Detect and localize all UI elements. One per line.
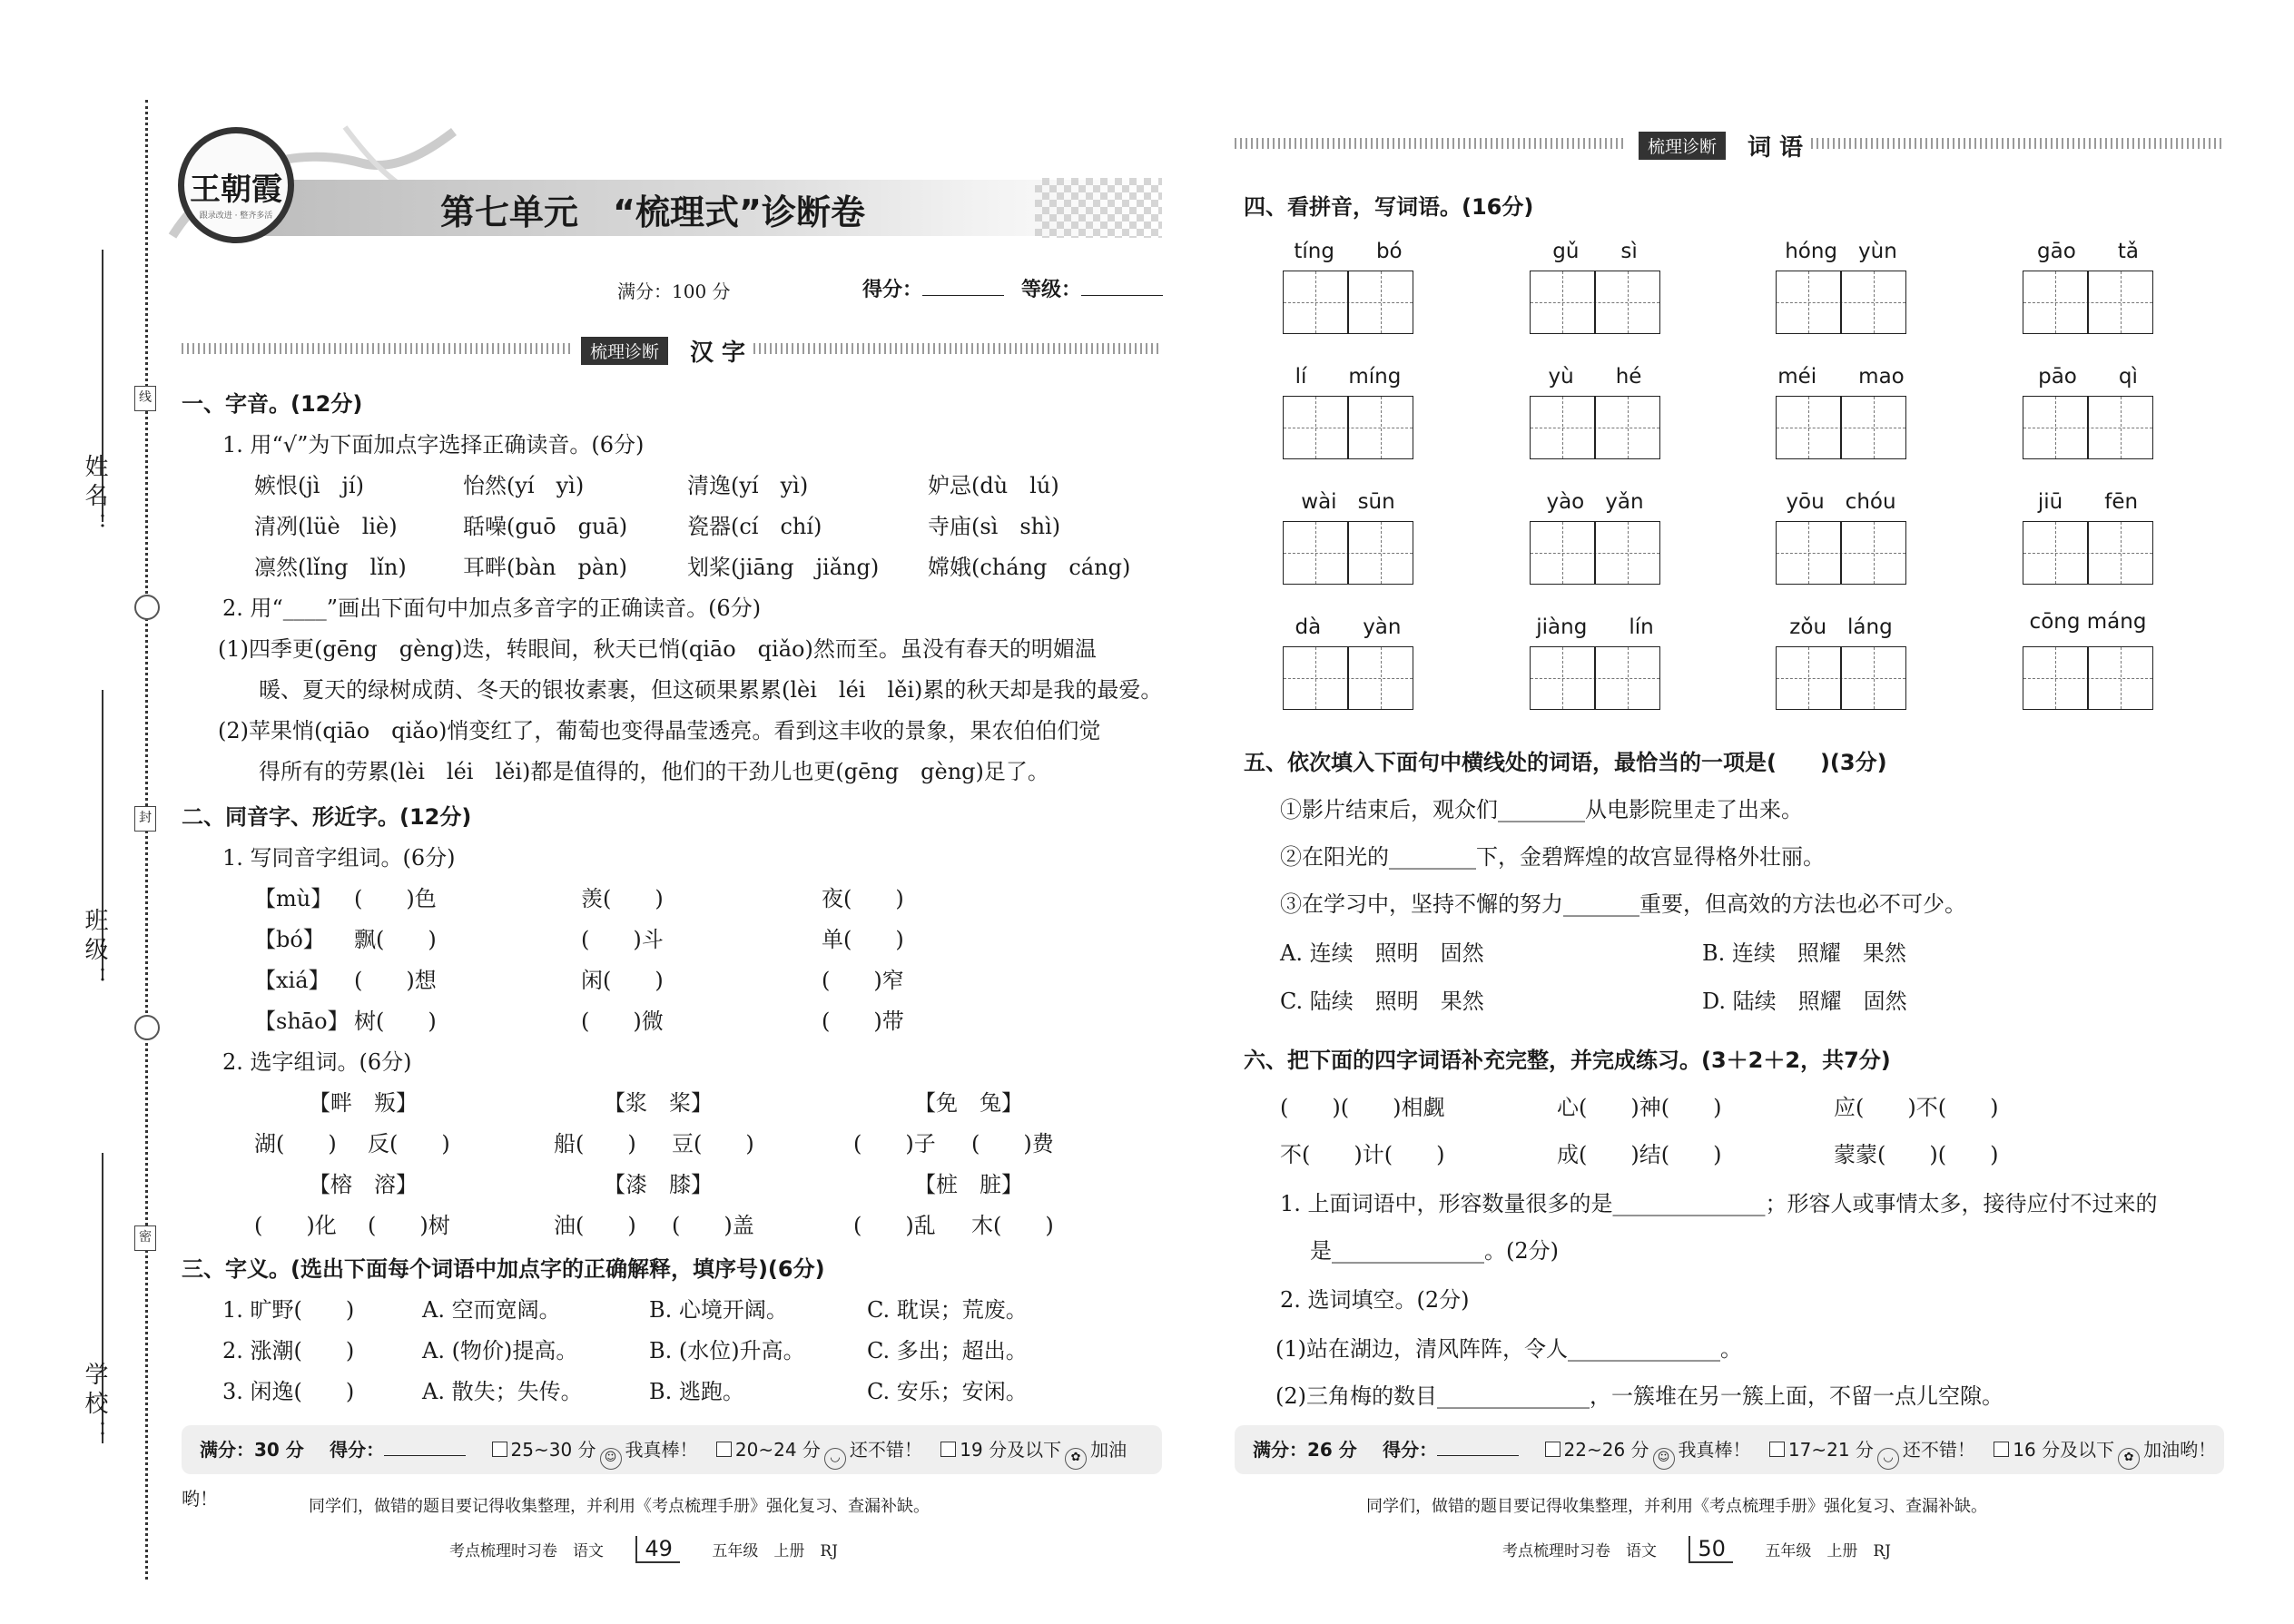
pinyin: yù hé [1548,365,1642,389]
writing-box[interactable] [1283,396,1413,459]
q2-blank[interactable]: 反( ) [368,1131,450,1156]
q1-item: 寺庙(sì shì) [928,514,1061,539]
score-option-range: 20~24 分 [734,1439,821,1461]
writing-box[interactable] [2023,646,2153,710]
school-label: 学校： [81,1362,108,1449]
review-note-right: 同学们，做错的题目要记得收集整理，并利用《考点梳理手册》强化复习、查漏补缺。 [1366,1497,1987,1516]
q1-sub1: 1. 用“√”为下面加点字选择正确读音。(6分) [222,432,645,458]
q6-idiom[interactable]: 应( )不( ) [1834,1095,1999,1120]
footer-left [449,1536,838,1563]
pinyin: dà yàn [1295,615,1402,639]
q6-exercise: 1. 上面词语中，形容数量很多的是______________；形容人或事情太多，接待应付不过来的 [1280,1191,2158,1216]
q2-group: 【桩 脏】 [914,1172,1023,1197]
q2-blank[interactable]: ( )乱 [853,1213,936,1238]
writing-box[interactable] [1283,521,1413,585]
footer-grade: 五年级 上册 RJ [1765,1542,1891,1560]
q5-option-b[interactable]: B. 连续 照耀 果然 [1702,940,1906,966]
q3-option: A. 散失；失传。 [422,1379,583,1404]
q1-item: 妒忌(dù lú) [928,473,1059,498]
pinyin: jiàng lín [1536,615,1654,639]
q2-blank[interactable]: 豆( ) [672,1131,754,1156]
score-option-1[interactable] [1545,1439,1751,1464]
page-title: 第七单元 “梳理式”诊断卷 [440,192,865,232]
q1-para2b: 得所有的劳累(lèi léi lěi)都是值得的，他们的干劲儿也更(gēng gèng)足了。 [259,759,1049,784]
q2-blank[interactable]: ( )想 [354,968,437,993]
score-option-2[interactable] [716,1439,922,1464]
score-option-1[interactable] [492,1439,698,1464]
q2-blank[interactable]: ( )树 [368,1213,450,1238]
q6-idiom[interactable]: 成( )结( ) [1557,1142,1722,1167]
q5-option-d[interactable]: D. 陆续 照耀 固然 [1702,989,1907,1014]
smiley-icon: ☺ [600,1448,622,1470]
checkbox[interactable] [716,1442,732,1457]
score-bar-score-label: 得分： [1383,1439,1438,1461]
q6-exercise: (2)三角梅的数目______________，一簇堆在另一簇上面，不留一点儿空隙。 [1275,1383,2004,1409]
q1-para1b: 暖、夏天的绿树成荫、冬天的银妆素裹，但这硕果累累(lèi léi lěi)累的秋天却是我的最爱。 [259,677,1163,703]
q2-group: 【漆 膝】 [604,1172,713,1197]
checkbox[interactable] [940,1442,956,1457]
score-option-range: 17~21 分 [1787,1439,1874,1461]
q6-exercise: 2. 选词填空。(2分) [1280,1287,1470,1313]
q1-para2a: (2)苹果悄(qiāo qiǎo)悄变红了，葡萄也变得晶莹透亮。看到这丰收的景象，果农伯伯们觉 [218,718,1101,743]
q1-item: 嫦娥(cháng cáng) [928,555,1131,580]
q3-option: B. 逃跑。 [649,1379,744,1404]
review-note-left: 同学们，做错的题目要记得收集整理，并利用《考点梳理手册》强化复习、查漏补缺。 [309,1497,930,1516]
q2-blank[interactable]: ( )盖 [672,1213,754,1238]
q1-item: 瓷器(cí chí) [687,514,822,539]
q1-item: 嫉恨(jì jí) [254,473,364,498]
writing-box[interactable] [1776,396,1906,459]
q6-idiom[interactable]: 心( )神( ) [1557,1095,1722,1120]
q5-sentence: ①影片结束后，观众们________从电影院里走了出来。 [1280,797,1803,822]
q5-title: 五、依次填入下面句中横线处的词语，最恰当的一项是( )(3分) [1244,750,1887,775]
pinyin: cōng máng [2029,610,2147,634]
q5-option-c[interactable]: C. 陆续 照明 果然 [1280,989,1484,1014]
q3-option: C. 多出；超出。 [867,1338,1028,1363]
section-tag: 梳理诊断 [1639,132,1726,160]
pinyin: gāo tǎ [2037,240,2139,263]
q6-exercise: (1)站在湖边，清风阵阵，令人______________。 [1275,1336,1742,1362]
smiley-icon: ◡ [824,1448,846,1470]
q6-title: 六、把下面的四字词语补充完整，并完成练习。(3＋2＋2，共7分) [1244,1048,1891,1073]
q2-blank[interactable]: ( )费 [971,1131,1054,1156]
q6-exercise: 是______________。(2分) [1310,1238,1559,1264]
score-bar-full: 满分：26 分 [1253,1439,1357,1461]
pinyin: zǒu láng [1789,615,1893,639]
q6-idiom[interactable]: 不( )计( ) [1280,1142,1445,1167]
score-option-3[interactable] [1994,1439,2217,1464]
q3-option: B. 心境开阔。 [649,1297,788,1323]
q2-group: 【畔 叛】 [309,1090,418,1116]
footer-book: 考点梳理时习卷 语文 [449,1542,604,1560]
score-option-range: 22~26 分 [1563,1439,1649,1461]
q2-blank[interactable]: ( )带 [822,1009,904,1034]
pinyin: hóng yùn [1785,240,1897,263]
full-marks: 满分：100 分 [617,281,731,302]
score-bar-score-blank[interactable] [384,1455,466,1456]
grade-field[interactable] [1021,274,1163,302]
pinyin: wài sūn [1301,490,1395,514]
q1-item: 划桨(jiāng jiǎng) [687,555,880,580]
pinyin: lí míng [1295,365,1402,389]
logo-sub: 跟录改进 · 整齐多活 [199,212,273,221]
q2-blank[interactable]: ( )斗 [581,927,664,952]
score-bar-score-blank[interactable] [1437,1455,1519,1456]
score-field[interactable] [862,274,1004,302]
q2-blank[interactable]: 单( ) [822,927,904,952]
q1-item: 聒噪(guō guā) [463,514,628,539]
section-rule [753,343,1162,354]
pinyin: méi mao [1777,365,1905,389]
score-option-range: 25~30 分 [510,1439,596,1461]
checkbox[interactable] [1994,1442,2009,1457]
binding-tab-feng: 封 [134,806,156,832]
q2-group: 【免 兔】 [914,1090,1023,1116]
q2-group: 【浆 桨】 [604,1090,713,1116]
checkbox[interactable] [492,1442,507,1457]
writing-box[interactable] [2023,271,2153,334]
checkbox[interactable] [1769,1442,1785,1457]
q6-idiom[interactable]: 蒙蒙( )( ) [1834,1142,1999,1167]
smiley-icon: ◡ [1877,1448,1899,1470]
q2-title: 二、同音字、形近字。(12分) [182,804,472,830]
q2-blank[interactable]: ( )化 [254,1213,337,1238]
score-option-text: 我真棒！ [1678,1439,1751,1461]
q2-group: 【榕 溶】 [309,1172,418,1197]
q2-blank[interactable]: ( )子 [853,1131,936,1156]
q3-option: C. 安乐；安闲。 [867,1379,1028,1404]
section-title-hanzi: 汉 字 [690,340,746,367]
score-option-range: 16 分及以下 [2013,1439,2115,1461]
writing-box[interactable] [2023,521,2153,585]
q1-title: 一、字音。(12分) [182,391,363,417]
footer-book: 考点梳理时习卷 语文 [1502,1542,1657,1560]
footer-grade: 五年级 上册 RJ [712,1542,838,1560]
q1-item: 耳畔(bàn pàn) [463,555,627,580]
section-rule [182,343,572,354]
writing-box[interactable] [1530,396,1660,459]
score-bar-score-label: 得分： [330,1439,385,1461]
writing-box[interactable] [1530,646,1660,710]
q2-blank[interactable]: ( )窄 [822,968,904,993]
checkbox[interactable] [1545,1442,1561,1457]
score-option-text: 还不错！ [1902,1439,1975,1461]
cheer-icon: ✿ [1065,1448,1087,1470]
section-rule [1235,138,1625,149]
score-option-text: 加油哟！ [182,1439,1127,1510]
q3-option: C. 耽误；荒废。 [867,1297,1028,1323]
pinyin: gǔ sì [1552,240,1638,263]
q2-blank[interactable]: ( )微 [581,1009,664,1034]
score-option-2[interactable] [1769,1439,1975,1464]
footer-right [1502,1536,1891,1563]
page-number: 50 [1689,1536,1733,1563]
writing-box[interactable] [1776,521,1906,585]
q2-blank[interactable]: 闲( ) [581,968,664,993]
grade-label: 等级： [1021,279,1082,301]
section-title-ciyu: 词 语 [1748,134,1804,162]
writing-box[interactable] [1530,521,1660,585]
score-option-text: 我真棒！ [625,1439,698,1461]
score-bar-full: 满分：30 分 [200,1439,304,1461]
binding-hole-icon [134,1015,160,1040]
q2-key: 【mù】 [254,886,333,911]
writing-box[interactable] [1776,271,1906,334]
q5-sentence: ②在阳光的________下，金碧辉煌的故宫显得格外壮丽。 [1280,844,1825,870]
writing-box[interactable] [1776,646,1906,710]
q2-blank[interactable]: 油( ) [554,1213,636,1238]
q3-option: B. (水位)升高。 [649,1338,805,1363]
writing-box[interactable] [1283,646,1413,710]
page-number: 49 [635,1536,680,1563]
pinyin: yōu chóu [1786,490,1896,514]
score-bar-right [1235,1425,2224,1474]
q6-idiom[interactable]: ( )( )相觑 [1280,1095,1445,1120]
score-option-text: 还不错！ [849,1439,922,1461]
binding-dotted-line [145,100,148,1580]
q2-blank[interactable]: 夜( ) [822,886,904,911]
section-tag: 梳理诊断 [581,337,668,365]
q1-item: 怡然(yí yì) [463,473,585,498]
q2-blank[interactable]: 飘( ) [354,927,437,952]
pinyin: jiū fēn [2037,490,2139,514]
q5-option-a[interactable]: A. 连续 照明 固然 [1280,940,1484,966]
section-rule [1811,138,2224,149]
logo-name: 王朝霞 [190,172,282,208]
q1-sub2: 2. 用“____”画出下面句中加点多音字的正确读音。(6分) [222,595,762,621]
brand-logo [178,127,294,243]
q2-key: 【bó】 [254,927,325,952]
name-label: 姓名： [81,454,108,541]
pinyin: pāo qì [2038,365,2138,389]
q1-item: 清冽(lüè liè) [254,514,398,539]
binding-hole-icon [134,595,160,620]
q1-para1a: (1)四季更(gēng gèng)迭，转眼间，秋天已悄(qiāo qiǎo)然而至。虽没有春天的明媚温 [218,636,1097,662]
class-label: 班级： [81,908,108,995]
q3-option: A. (物价)提高。 [422,1338,578,1363]
binding-tab-xian: 线 [134,386,156,411]
q3-word[interactable]: 2. 涨潮( ) [222,1338,355,1363]
q3-word[interactable]: 1. 旷野( ) [222,1297,355,1323]
q2-blank[interactable]: 羡( ) [581,886,664,911]
pinyin: tíng bó [1294,240,1403,263]
q2-key: 【shāo】 [254,1009,350,1034]
q3-title: 三、字义。(选出下面每个词语中加点字的正确解释，填序号)(6分) [182,1256,825,1282]
smiley-icon: ☺ [1653,1448,1675,1470]
cheer-icon: ✿ [2118,1448,2140,1470]
q2-blank[interactable]: ( )色 [354,886,437,911]
q2-sub2: 2. 选字组词。(6分) [222,1049,412,1075]
binding-tab-mi: 密 [134,1225,156,1251]
score-option-text: 加油哟！ [2143,1439,2217,1461]
q2-sub1: 1. 写同音字组词。(6分) [222,845,456,871]
writing-box[interactable] [1530,271,1660,334]
q2-blank[interactable]: 木( ) [971,1213,1054,1238]
q4-title: 四、看拼音，写词语。(16分) [1244,194,1534,220]
q1-item: 凛然(lǐng lǐn) [254,555,407,580]
score-label: 得分： [862,279,923,301]
q2-blank[interactable]: 船( ) [554,1131,636,1156]
q2-key: 【xiá】 [254,968,330,993]
q5-sentence: ③在学习中，坚持不懈的努力_______重要，但高效的方法也必不可少。 [1280,891,1966,917]
pinyin: yào yǎn [1546,490,1644,514]
q3-word[interactable]: 3. 闲逸( ) [222,1379,355,1404]
score-option-range: 19 分及以下 [960,1439,1062,1461]
writing-box[interactable] [2023,396,2153,459]
q3-option: A. 空而宽阔。 [422,1297,561,1323]
writing-box[interactable] [1283,271,1413,334]
q2-blank[interactable]: 树( ) [354,1009,437,1034]
q1-item: 清逸(yí yì) [687,473,809,498]
checker-decoration [1035,178,1162,238]
q2-blank[interactable]: 湖( ) [254,1131,337,1156]
